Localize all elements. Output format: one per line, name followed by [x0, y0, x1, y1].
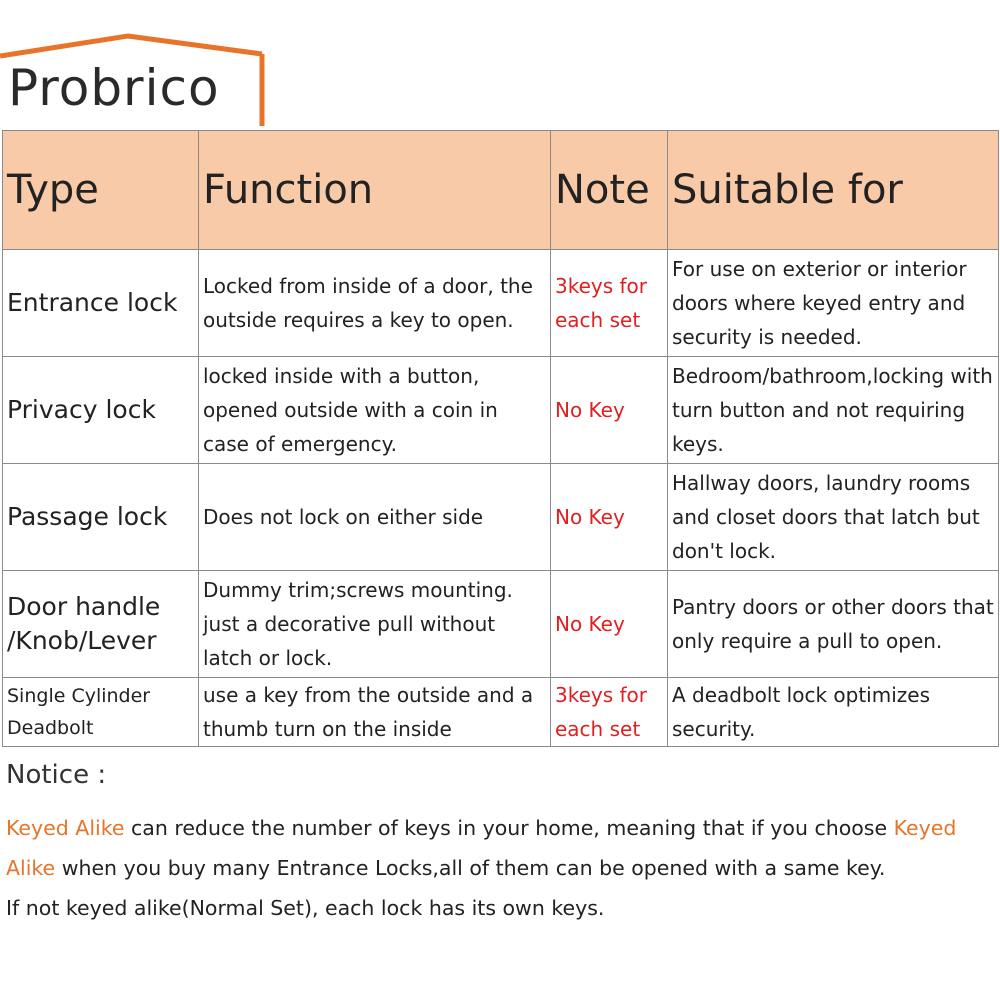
- function-cell: Locked from inside of a door, the outside requires a key to open.: [199, 250, 551, 357]
- brand-name: Probrico: [8, 59, 220, 117]
- table-row: [3, 357, 999, 464]
- table-header-row: [3, 131, 999, 250]
- header-note: Note: [551, 131, 668, 250]
- function-cell: Dummy trim;screws mounting. just a decorative pull without latch or lock.: [199, 571, 551, 678]
- function-cell: Does not lock on either side: [199, 464, 551, 571]
- table-row: [3, 678, 999, 747]
- note-cell: 3keys for each set: [551, 678, 668, 747]
- notice-text: can reduce the number of keys in your home, meaning that if you choose: [124, 816, 894, 840]
- function-cell: locked inside with a button, opened outside with a coin in case of emergency.: [199, 357, 551, 464]
- suitable-cell: A deadbolt lock optimizes security.: [668, 678, 999, 747]
- notice-text: If not keyed alike(Normal Set), each lock has its own keys.: [6, 896, 605, 920]
- header-function: Function: [199, 131, 551, 250]
- note-cell: No Key: [551, 571, 668, 678]
- notice-title: Notice :: [6, 760, 107, 790]
- probrico-logo: [0, 0, 290, 130]
- function-cell: use a key from the outside and a thumb turn on the inside: [199, 678, 551, 747]
- notice-body: [6, 808, 996, 928]
- suitable-cell: Bedroom/bathroom,locking with turn button and not requiring keys.: [668, 357, 999, 464]
- notice-text: when you buy many Entrance Locks,all of them can be opened with a same key.: [55, 856, 886, 880]
- keyed-alike-highlight: Keyed Alike: [6, 816, 125, 840]
- table-row: [3, 250, 999, 357]
- keyed-alike-highlight: Keyed Alike: [6, 816, 957, 880]
- header-type: Type: [3, 131, 199, 250]
- type-cell: Door handle /Knob/Lever: [3, 571, 199, 678]
- lock-types-table: [2, 130, 999, 747]
- suitable-cell: For use on exterior or interior doors where keyed entry and security is needed.: [668, 250, 999, 357]
- type-cell: Privacy lock: [3, 357, 199, 464]
- note-cell: No Key: [551, 464, 668, 571]
- table-row: [3, 571, 999, 678]
- suitable-cell: Pantry doors or other doors that only require a pull to open.: [668, 571, 999, 678]
- type-cell: Entrance lock: [3, 250, 199, 357]
- header-suitable-for: Suitable for: [668, 131, 999, 250]
- suitable-cell: Hallway doors, laundry rooms and closet doors that latch but don't lock.: [668, 464, 999, 571]
- type-cell: Single Cylinder Deadbolt: [3, 678, 199, 747]
- table-row: [3, 464, 999, 571]
- note-cell: 3keys for each set: [551, 250, 668, 357]
- note-cell: No Key: [551, 357, 668, 464]
- type-cell: Passage lock: [3, 464, 199, 571]
